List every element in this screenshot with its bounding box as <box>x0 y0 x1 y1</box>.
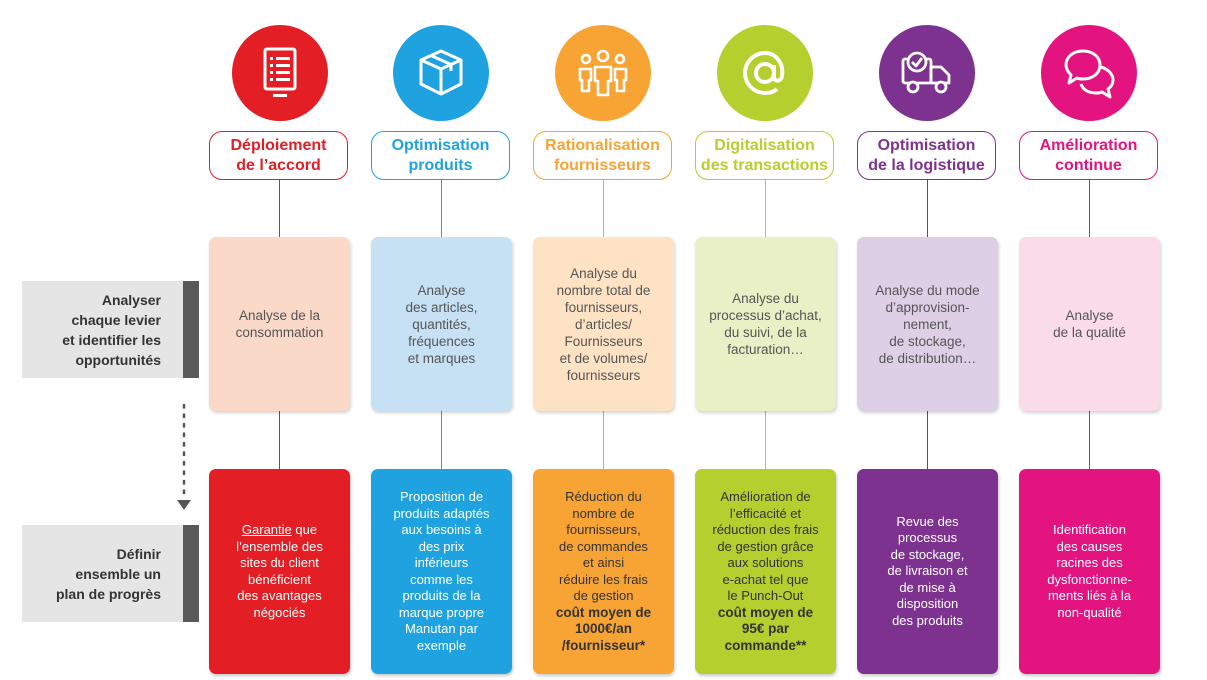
lever-circle <box>393 25 489 121</box>
document-list-icon <box>252 45 308 101</box>
package-box-icon <box>413 45 469 101</box>
delivery-truck-icon <box>899 45 955 101</box>
connector-line <box>441 411 442 469</box>
lever-circle <box>1041 25 1137 121</box>
lever-title: Optimisation produits <box>371 131 510 180</box>
row-label-define-bar <box>183 525 199 622</box>
connector-line <box>279 180 280 237</box>
analysis-box: Analyse de la qualité <box>1019 237 1160 411</box>
row-label-analyze: Analyser chaque levier et identifier les opportunités <box>22 281 183 378</box>
connector-line <box>927 411 928 469</box>
action-text <box>393 489 489 654</box>
connector-line <box>279 411 280 469</box>
action-box <box>695 469 836 674</box>
lever-title: Digitalisation des transactions <box>695 131 834 180</box>
lever-circle <box>717 25 813 121</box>
people-group-icon <box>575 45 631 101</box>
speech-bubbles-icon <box>1061 45 1117 101</box>
action-text <box>712 489 818 605</box>
lever-title: Optimisation de la logistique <box>857 131 996 180</box>
action-box <box>533 469 674 674</box>
analysis-box: Analyse de la consommation <box>209 237 350 411</box>
action-box <box>371 469 512 674</box>
action-description: Identification des causes racines des dysfonctionne- ments liés à la non-qualité <box>1047 522 1132 620</box>
dotted-down-arrow <box>174 402 194 512</box>
action-text <box>559 489 648 605</box>
action-description: Proposition de produits adaptés aux besoins à des prix inférieurs comme les produits de la marque propre Manutan par exemple <box>393 489 490 653</box>
action-box <box>1019 469 1160 674</box>
action-text <box>1047 522 1132 621</box>
analysis-box: Analyse du processus d’achat, du suivi, de la facturation… <box>695 237 836 411</box>
analysis-box: Analyse du nombre total de fournisseurs, d’articles/ Fournisseurs et de volumes/ fournisseurs <box>533 237 674 411</box>
action-highlight: Garantie <box>241 522 292 537</box>
connector-line <box>441 180 442 237</box>
lever-circle <box>555 25 651 121</box>
lever-title: Rationalisation fournisseurs <box>533 131 672 180</box>
action-box <box>857 469 998 674</box>
row-label-analyze-bar <box>183 281 199 378</box>
lever-circle <box>232 25 328 121</box>
connector-line <box>603 180 604 237</box>
connector-line <box>927 180 928 237</box>
analysis-box: Analyse du mode d’approvision- nement, de stockage, de distribution… <box>857 237 998 411</box>
action-description: que l’ensemble des sites du client bénéficient des avantages négociés <box>236 522 323 620</box>
action-cost: coût moyen de 1000€/an /fournisseur* <box>555 604 652 653</box>
action-text <box>236 522 323 621</box>
connector-line <box>603 411 604 469</box>
analysis-box: Analyse des articles, quantités, fréquences et marques <box>371 237 512 411</box>
at-sign-icon <box>737 45 793 101</box>
row-label-define: Définir ensemble un plan de progrès <box>22 525 183 622</box>
lever-title: Déploiement de l’accord <box>209 131 348 180</box>
connector-line <box>765 180 766 237</box>
lever-title: Amélioration continue <box>1019 131 1158 180</box>
connector-line <box>765 411 766 469</box>
action-text <box>887 514 967 630</box>
action-cost: coût moyen de 95€ par commande** <box>717 604 814 653</box>
connector-line <box>1089 180 1090 237</box>
connector-line <box>1089 411 1090 469</box>
action-description: Revue des processus de stockage, de livraison et de mise à disposition des produits <box>887 513 968 628</box>
action-description: Réduction du nombre de fournisseurs, de commandes et ainsi réduire les frais de gestion <box>559 489 648 603</box>
action-description: Amélioration de l’efficacité et réduction des frais de gestion grâce aux solutions e-achat tel que le Punch-Out <box>712 489 819 603</box>
action-box <box>209 469 350 674</box>
lever-circle <box>879 25 975 121</box>
